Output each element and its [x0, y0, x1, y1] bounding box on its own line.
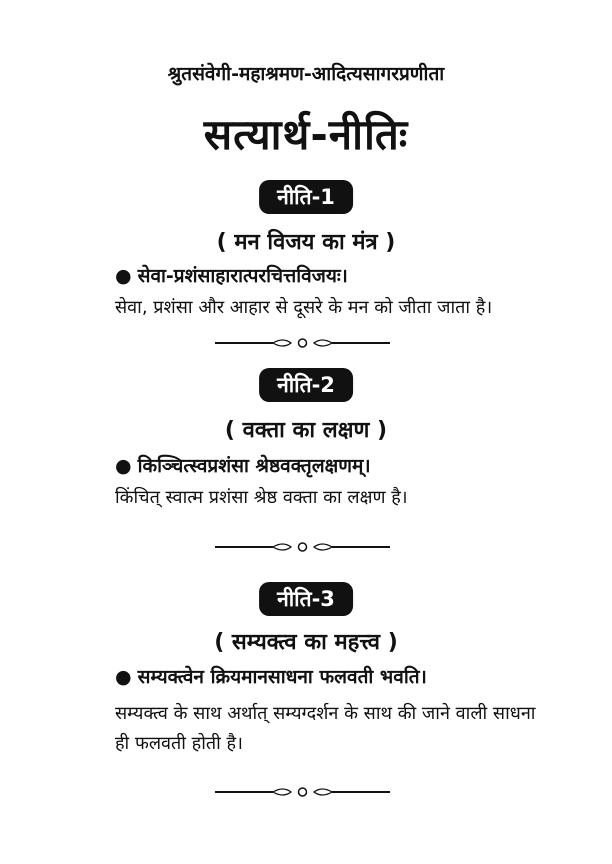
niti-meaning-1: सेवा, प्रशंसा और आहार से दूसरे के मन को जीता जाता है।: [115, 297, 493, 318]
niti-sutra-3: [115, 663, 427, 689]
niti-meaning-3: सम्यक्त्व के साथ अर्थात् सम्यग्दर्शन के साथ की जाने वाली साधना ही फलवती होती है।: [115, 703, 536, 754]
ornament-divider-icon: [215, 336, 390, 350]
niti-badge-3: नीति-3: [259, 582, 353, 616]
sutra-text-1: सेवा-प्रशंसाहारात्परचित्तविजयः।: [137, 265, 348, 287]
sutra-text-3: सम्यक्त्वेन क्रियमानसाधना फलवती भवति।: [137, 666, 427, 688]
author-line: श्रुतसंवेगी-महाश्रमण-आदित्यसागरप्रणीता: [167, 63, 445, 85]
niti-heading-2: ( वक्ता का लक्षण ): [224, 418, 388, 443]
niti-heading-1: ( मन विजय का मंत्र ): [216, 230, 396, 255]
niti-meaning-2: किंचित् स्वात्म प्रशंसा श्रेष्ठ वक्ता का लक्षण है।: [115, 487, 408, 508]
ornament-divider-icon: [215, 785, 390, 799]
page-title: सत्यार्थ-नीतिः: [203, 110, 409, 159]
niti-badge-1: नीति-1: [259, 180, 353, 214]
ornament-divider-icon: [215, 540, 390, 554]
bullet-icon: ●: [115, 265, 132, 287]
bullet-icon: ●: [115, 666, 132, 688]
niti-badge-2: नीति-2: [259, 368, 353, 402]
niti-sutra-2: [115, 452, 371, 478]
bullet-icon: ●: [115, 455, 132, 477]
sutra-text-2: किञ्चित्स्वप्रशंसा श्रेष्ठवक्तृलक्षणम्।: [137, 455, 371, 477]
niti-heading-3: ( सम्यक्त्व का महत्त्व ): [214, 630, 398, 655]
niti-sutra-1: [115, 262, 348, 288]
